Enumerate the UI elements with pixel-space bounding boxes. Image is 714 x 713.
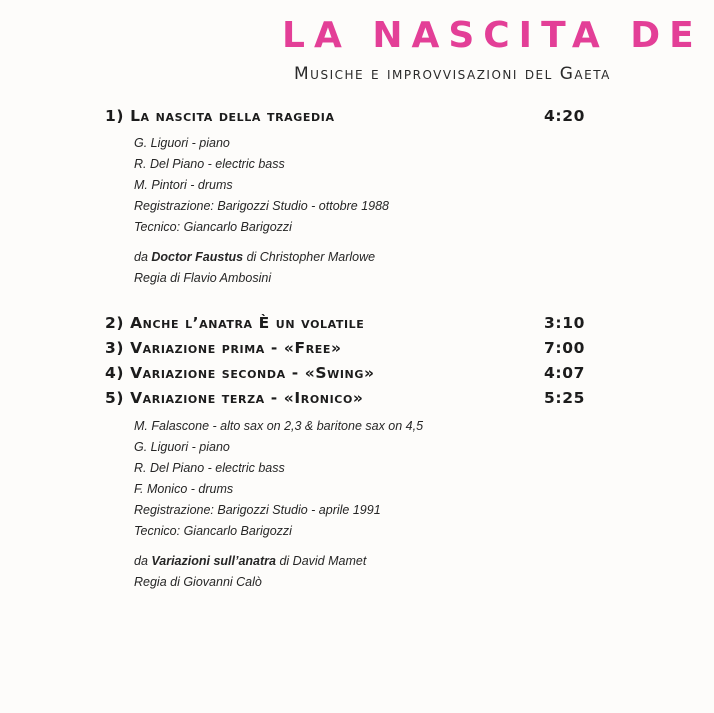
- credit-line: M. Falascone - alto sax on 2,3 & baritone sax on 4,5: [134, 419, 424, 433]
- track-duration: 5:25: [544, 389, 585, 407]
- track-5: [105, 388, 585, 408]
- direction-line: Regia di Flavio Ambosini: [134, 271, 272, 285]
- credit-line: Registrazione: Barigozzi Studio - ottobre 1988: [134, 199, 390, 213]
- track-number: 4): [105, 364, 125, 382]
- credit-line: R. Del Piano - electric bass: [134, 157, 285, 171]
- track-number: 2): [105, 314, 125, 332]
- source-line: [134, 247, 389, 268]
- track-1: [105, 106, 585, 126]
- credit-line: R. Del Piano - electric bass: [134, 461, 285, 475]
- credit-line: Registrazione: Barigozzi Studio - aprile 1991: [134, 503, 381, 517]
- source-prefix: da: [134, 250, 148, 264]
- track-title: Variazione terza - «Ironico»: [130, 389, 364, 407]
- track-number: 5): [105, 389, 125, 407]
- album-subtitle: Musiche e improvvisazioni del Gaeta: [294, 64, 611, 84]
- source-work: Variazioni sull’anatra: [151, 554, 276, 568]
- track-4: [105, 363, 585, 383]
- credit-line: G. Liguori - piano: [134, 136, 230, 150]
- credit-line: F. Monico - drums: [134, 482, 234, 496]
- credit-line: Tecnico: Giancarlo Barigozzi: [134, 524, 292, 538]
- source-author: di Christopher Marlowe: [246, 250, 376, 264]
- track-2: [105, 313, 585, 333]
- track-title: Variazione prima - «Free»: [130, 339, 342, 357]
- track-title: La nascita della tragedia: [130, 107, 335, 125]
- track-duration: 3:10: [544, 314, 585, 332]
- track-number: 1): [105, 107, 125, 125]
- credit-line: M. Pintori - drums: [134, 178, 233, 192]
- source-line: [134, 551, 423, 572]
- track-number: 3): [105, 339, 125, 357]
- source-author: di David Mamet: [279, 554, 367, 568]
- credit-line: Tecnico: Giancarlo Barigozzi: [134, 220, 292, 234]
- source-work: Doctor Faustus: [151, 250, 244, 264]
- credit-line: G. Liguori - piano: [134, 440, 230, 454]
- track-duration: 7:00: [544, 339, 585, 357]
- track-title: Anche l’anatra È un volatile: [130, 314, 365, 332]
- track-duration: 4:20: [544, 107, 585, 125]
- credits-block-2: [134, 416, 423, 593]
- album-title: LA NASCITA DE: [282, 15, 703, 56]
- credits-block-1: [134, 133, 389, 289]
- track-3: [105, 338, 585, 358]
- source-prefix: da: [134, 554, 148, 568]
- track-duration: 4:07: [544, 364, 585, 382]
- track-title: Variazione seconda - «Swing»: [130, 364, 375, 382]
- direction-line: Regia di Giovanni Calò: [134, 575, 262, 589]
